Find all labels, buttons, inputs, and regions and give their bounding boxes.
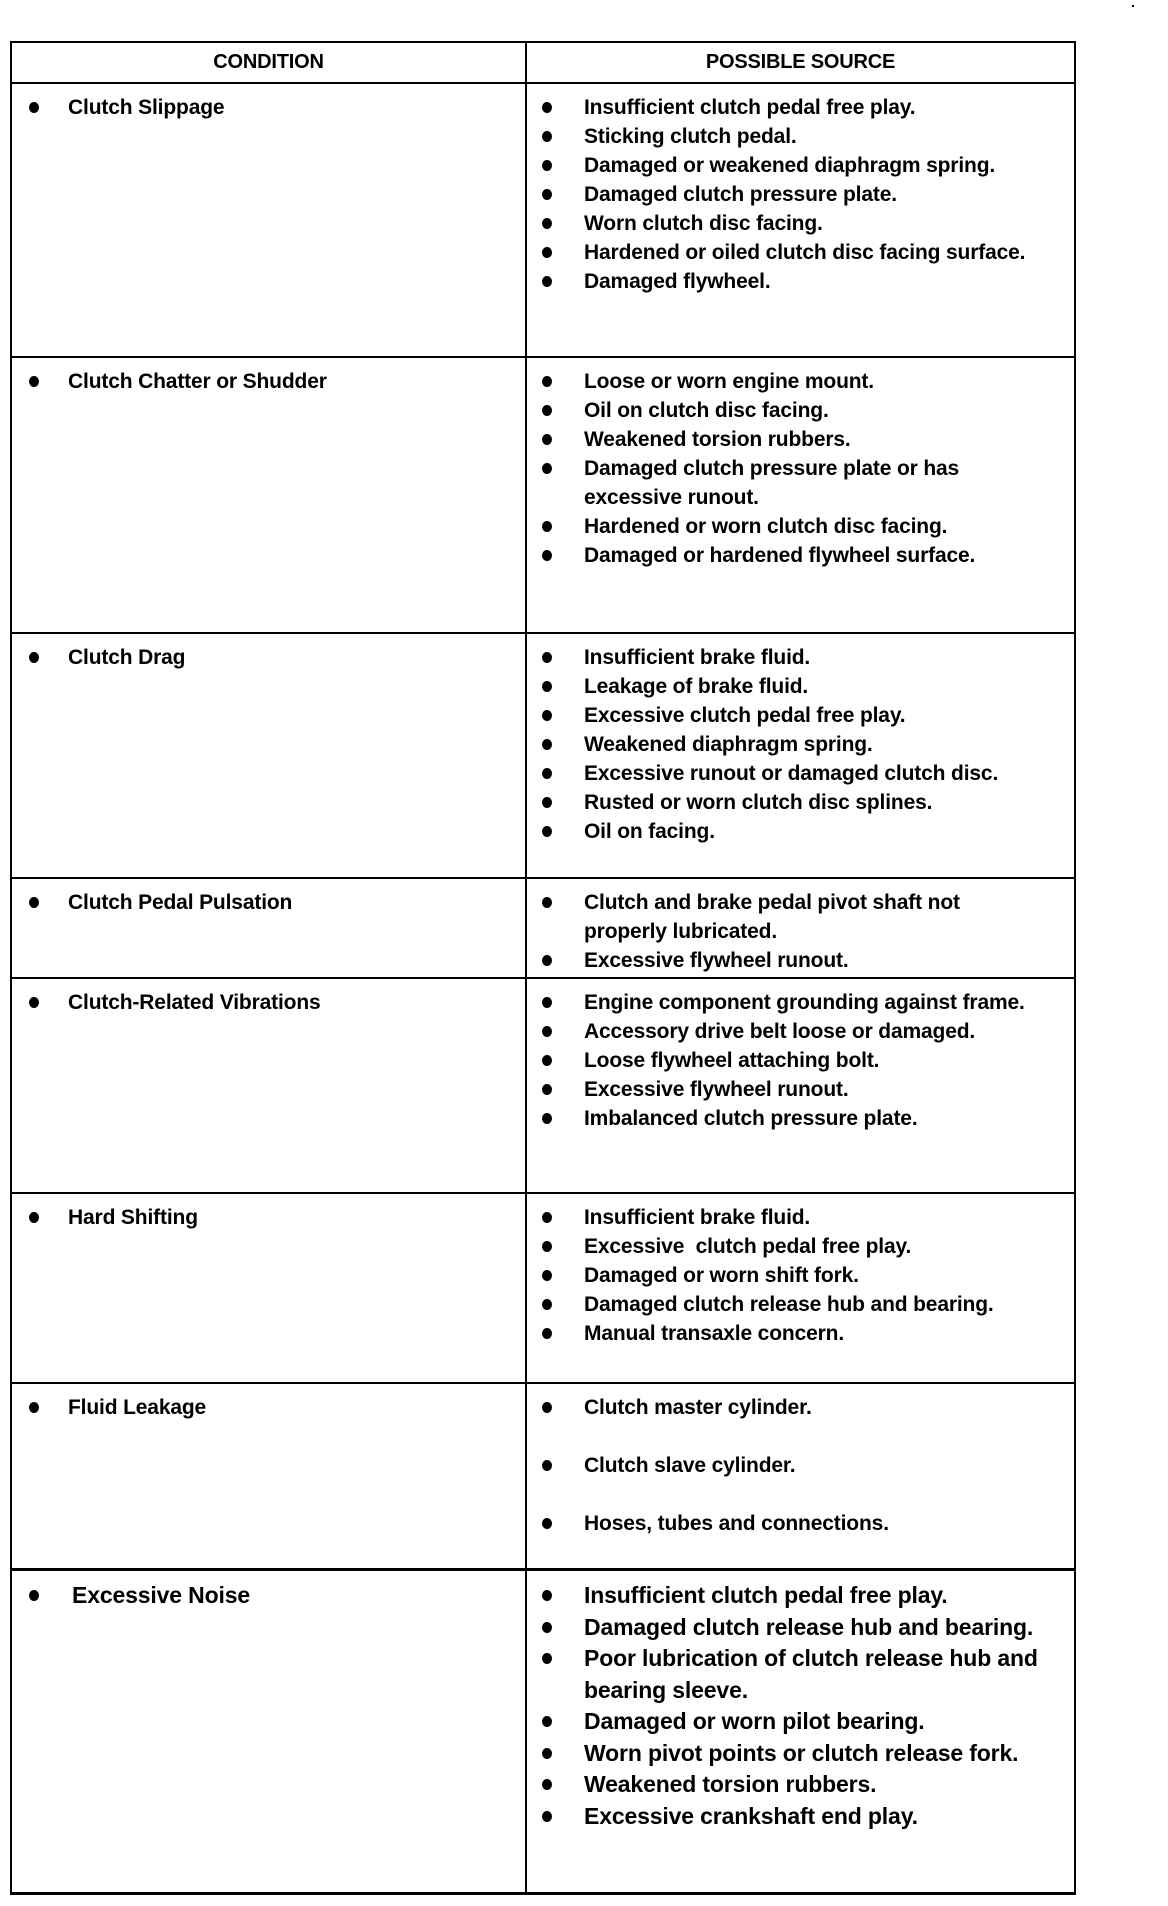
bullet-icon	[542, 1460, 552, 1471]
source-text: Poor lubrication of clutch release hub and bearing sleeve.	[584, 1645, 1045, 1703]
scan-speck	[1132, 5, 1134, 7]
source-text: Damaged or worn shift fork.	[584, 1264, 859, 1287]
bullet-icon	[542, 768, 552, 779]
condition-label: Hard Shifting	[68, 1206, 198, 1229]
bullet-icon	[542, 1084, 552, 1095]
source-text: Rusted or worn clutch disc splines.	[584, 791, 933, 814]
source-text: Insufficient clutch pedal free play.	[584, 96, 916, 119]
source-item	[527, 643, 1032, 672]
source-text: Loose flywheel attaching bolt.	[584, 1049, 880, 1072]
source-text: Damaged clutch pressure plate or has excessive runout.	[584, 457, 965, 509]
source-text: Oil on clutch disc facing.	[584, 399, 829, 422]
source-item	[527, 93, 1032, 122]
bullet-icon	[542, 897, 552, 908]
source-list	[527, 1203, 1074, 1348]
source-text: Engine component grounding against frame.	[584, 991, 1025, 1014]
bullet-icon	[542, 218, 552, 229]
source-text: Hoses, tubes and connections.	[584, 1512, 889, 1535]
table-row	[12, 1382, 1074, 1568]
source-item	[527, 1451, 1032, 1480]
bullet-icon	[542, 1779, 552, 1790]
bullet-icon	[542, 1653, 552, 1664]
source-item	[527, 1393, 1032, 1422]
bullet-icon	[542, 955, 552, 966]
source-item	[527, 512, 1032, 541]
source-item	[527, 1075, 1032, 1104]
condition-label: Clutch Slippage	[68, 96, 225, 119]
bullet-icon	[29, 376, 39, 387]
header-condition: CONDITION	[213, 51, 324, 73]
bullet-icon	[542, 997, 552, 1008]
source-item	[527, 367, 1032, 396]
source-text: Weakened torsion rubbers.	[584, 428, 851, 451]
source-text: Hardened or oiled clutch disc facing surface.	[584, 241, 1026, 264]
bullet-icon	[542, 1113, 552, 1124]
source-item	[527, 1706, 1054, 1738]
table-row	[12, 1568, 1074, 1895]
source-text: Manual transaxle concern.	[584, 1322, 845, 1345]
bullet-icon	[542, 1241, 552, 1252]
source-text: Insufficient clutch pedal free play.	[584, 1582, 948, 1608]
table-row	[12, 1192, 1074, 1382]
source-item	[527, 180, 1032, 209]
condition-label: Clutch Drag	[68, 646, 186, 669]
source-list	[527, 643, 1074, 846]
source-text: Leakage of brake fluid.	[584, 675, 809, 698]
source-text: Excessive runout or damaged clutch disc.	[584, 762, 999, 785]
bullet-icon	[542, 1212, 552, 1223]
source-text: Damaged clutch pressure plate.	[584, 183, 897, 206]
bullet-icon	[542, 1055, 552, 1066]
condition-label: Clutch Pedal Pulsation	[68, 891, 293, 914]
source-text: Worn clutch disc facing.	[584, 212, 823, 235]
bullet-icon	[542, 826, 552, 837]
table-row	[12, 82, 1074, 356]
source-item	[527, 1104, 1032, 1133]
bullet-icon	[29, 652, 39, 663]
source-item	[527, 701, 1032, 730]
bullet-icon	[542, 102, 552, 113]
source-item	[527, 788, 1032, 817]
source-item	[527, 730, 1032, 759]
source-item	[527, 238, 1032, 267]
bullet-icon	[29, 1402, 39, 1413]
source-text: Damaged clutch release hub and bearing.	[584, 1293, 994, 1316]
bullet-icon	[542, 1026, 552, 1037]
source-item	[527, 759, 1032, 788]
bullet-icon	[542, 550, 552, 561]
source-item	[527, 1612, 1054, 1644]
source-item	[527, 209, 1032, 238]
source-item	[527, 454, 1032, 512]
source-item	[527, 1738, 1054, 1770]
bullet-icon	[542, 797, 552, 808]
source-item	[527, 541, 1032, 570]
source-text: Oil on facing.	[584, 820, 715, 843]
source-item	[527, 151, 1032, 180]
source-item	[527, 1046, 1032, 1075]
table-header	[12, 41, 1074, 82]
bullet-icon	[542, 463, 552, 474]
bullet-icon	[542, 1622, 552, 1633]
condition-label: Clutch-Related Vibrations	[68, 991, 321, 1014]
table-row	[12, 632, 1074, 877]
source-item	[527, 988, 1032, 1017]
bullet-icon	[542, 1402, 552, 1413]
bullet-icon	[542, 247, 552, 258]
source-item	[527, 267, 1032, 296]
bullet-icon	[542, 189, 552, 200]
bullet-icon	[542, 1716, 552, 1727]
source-text: Insufficient brake fluid.	[584, 646, 811, 669]
table-row	[12, 877, 1074, 977]
source-text: Excessive crankshaft end play.	[584, 1802, 918, 1829]
source-item	[527, 425, 1032, 454]
source-text: Clutch slave cylinder.	[584, 1454, 796, 1477]
source-list	[527, 888, 1074, 975]
source-item	[527, 1801, 1054, 1833]
bullet-icon	[29, 102, 39, 113]
source-text: Excessive clutch pedal free play.	[584, 704, 906, 727]
source-item	[527, 888, 1032, 946]
source-item	[527, 817, 1032, 846]
bullet-icon	[542, 276, 552, 287]
bullet-icon	[542, 1748, 552, 1759]
source-text: Insufficient brake fluid.	[584, 1206, 811, 1229]
bullet-icon	[29, 1590, 39, 1601]
bullet-icon	[29, 1212, 39, 1223]
source-text: Damaged flywheel.	[584, 270, 771, 293]
source-item	[527, 1769, 1054, 1801]
source-item	[527, 672, 1032, 701]
source-item	[527, 1509, 1032, 1538]
source-item	[527, 1580, 1054, 1612]
source-text: Weakened torsion rubbers.	[584, 1771, 877, 1797]
source-text: Worn pivot points or clutch release fork.	[584, 1739, 1019, 1766]
source-text: Damaged or weakened diaphragm spring.	[584, 154, 996, 177]
bullet-icon	[542, 1299, 552, 1310]
bullet-icon	[542, 652, 552, 663]
source-text: Imbalanced clutch pressure plate.	[584, 1107, 918, 1130]
header-possible-source: POSSIBLE SOURCE	[705, 51, 896, 73]
source-item	[527, 1319, 1032, 1348]
source-item	[527, 1261, 1032, 1290]
bullet-icon	[542, 739, 552, 750]
source-text: Accessory drive belt loose or damaged.	[584, 1020, 976, 1043]
source-text: Damaged or worn pilot bearing.	[584, 1708, 925, 1734]
source-item	[527, 1290, 1032, 1319]
condition-label: Excessive Noise	[72, 1582, 251, 1608]
source-text: Excessive clutch pedal free play.	[584, 1235, 912, 1258]
source-text: Sticking clutch pedal.	[584, 125, 797, 148]
condition-label: Clutch Chatter or Shudder	[68, 370, 327, 393]
bullet-icon	[542, 1328, 552, 1339]
source-text: Hardened or worn clutch disc facing.	[584, 515, 948, 538]
bullet-icon	[542, 710, 552, 721]
bullet-icon	[29, 997, 39, 1008]
bullet-icon	[542, 160, 552, 171]
source-item	[527, 946, 1032, 975]
source-item	[527, 122, 1032, 151]
condition-label: Fluid Leakage	[68, 1396, 207, 1419]
bullet-icon	[542, 131, 552, 142]
source-list	[527, 1580, 1074, 1832]
source-list	[527, 367, 1074, 570]
bullet-icon	[542, 1811, 552, 1822]
table-row	[12, 977, 1074, 1192]
source-item	[527, 1643, 1054, 1706]
bullet-icon	[542, 1590, 552, 1601]
bullet-icon	[29, 897, 39, 908]
source-text: Loose or worn engine mount.	[584, 370, 874, 393]
source-item	[527, 1017, 1032, 1046]
source-text: Weakened diaphragm spring.	[584, 733, 873, 756]
bullet-icon	[542, 1518, 552, 1529]
source-list	[527, 1393, 1074, 1567]
diagnosis-table	[10, 41, 1076, 1895]
source-item	[527, 1203, 1032, 1232]
source-item	[527, 396, 1032, 425]
source-text: Excessive flywheel runout.	[584, 949, 849, 972]
bullet-icon	[542, 521, 552, 532]
bullet-icon	[542, 681, 552, 692]
bullet-icon	[542, 405, 552, 416]
bullet-icon	[542, 376, 552, 387]
source-text: Clutch and brake pedal pivot shaft not properly lubricated.	[584, 891, 966, 943]
source-text: Clutch master cylinder.	[584, 1396, 812, 1419]
table-row	[12, 356, 1074, 632]
source-item	[527, 1232, 1032, 1261]
source-list	[527, 93, 1074, 296]
source-text: Damaged clutch release hub and bearing.	[584, 1613, 1034, 1640]
bullet-icon	[542, 434, 552, 445]
bullet-icon	[542, 1270, 552, 1281]
source-text: Excessive flywheel runout.	[584, 1078, 849, 1101]
source-text: Damaged or hardened flywheel surface.	[584, 544, 976, 567]
source-list	[527, 988, 1074, 1133]
